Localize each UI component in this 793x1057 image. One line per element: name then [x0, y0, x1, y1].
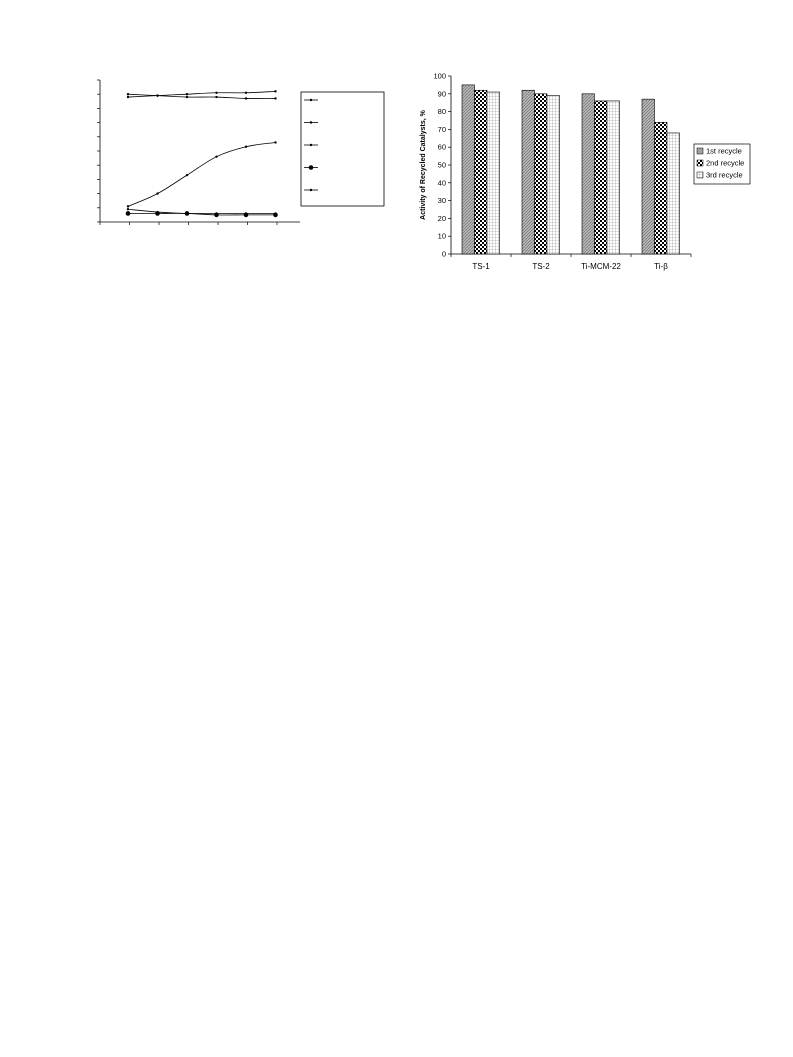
x-tick-label: TS-2 — [532, 262, 550, 271]
bar-1 — [462, 85, 475, 254]
bar-3 — [667, 133, 680, 254]
y-tick-label: 70 — [437, 124, 446, 134]
y-tick-label: 50 — [437, 160, 446, 170]
y-tick-label: 10 — [437, 231, 446, 241]
bar-chart-bars — [462, 85, 680, 254]
bar-chart-y-axis-label: Activity of Recycled Catalysts, % — [420, 110, 427, 220]
bar-2 — [475, 90, 488, 254]
x-tick-label: TS-1 — [472, 262, 490, 271]
y-tick-label: 30 — [437, 196, 446, 206]
bar-2 — [595, 101, 608, 254]
bar-1 — [522, 90, 535, 254]
bar-3 — [547, 96, 560, 254]
y-tick-label: 90 — [437, 89, 446, 99]
bar-2 — [655, 122, 668, 254]
y-tick-label: 100 — [433, 71, 446, 81]
bar-1 — [582, 94, 595, 254]
legend-label-3: 3rd recycle — [706, 170, 743, 180]
legend-swatch-3 — [697, 172, 703, 178]
y-tick-label: 0 — [441, 249, 446, 259]
bar-2 — [535, 94, 548, 254]
bar-3 — [487, 92, 500, 254]
bar-chart-legend — [694, 144, 750, 184]
x-tick-label: Ti-β — [654, 262, 668, 271]
y-tick-label: 20 — [437, 213, 446, 223]
legend-swatch-1 — [697, 148, 703, 154]
legend-swatch-2 — [697, 160, 703, 166]
y-tick-label: 80 — [437, 107, 446, 117]
x-tick-label: Ti-MCM-22 — [581, 262, 621, 271]
y-tick-label: 60 — [437, 142, 446, 152]
bar-3 — [607, 101, 620, 254]
y-tick-label: 40 — [437, 178, 446, 188]
bar-1 — [642, 99, 655, 254]
legend-label-1: 1st recycle — [706, 146, 742, 156]
legend-label-2: 2nd recycle — [706, 158, 745, 168]
bar-chart — [0, 0, 793, 300]
